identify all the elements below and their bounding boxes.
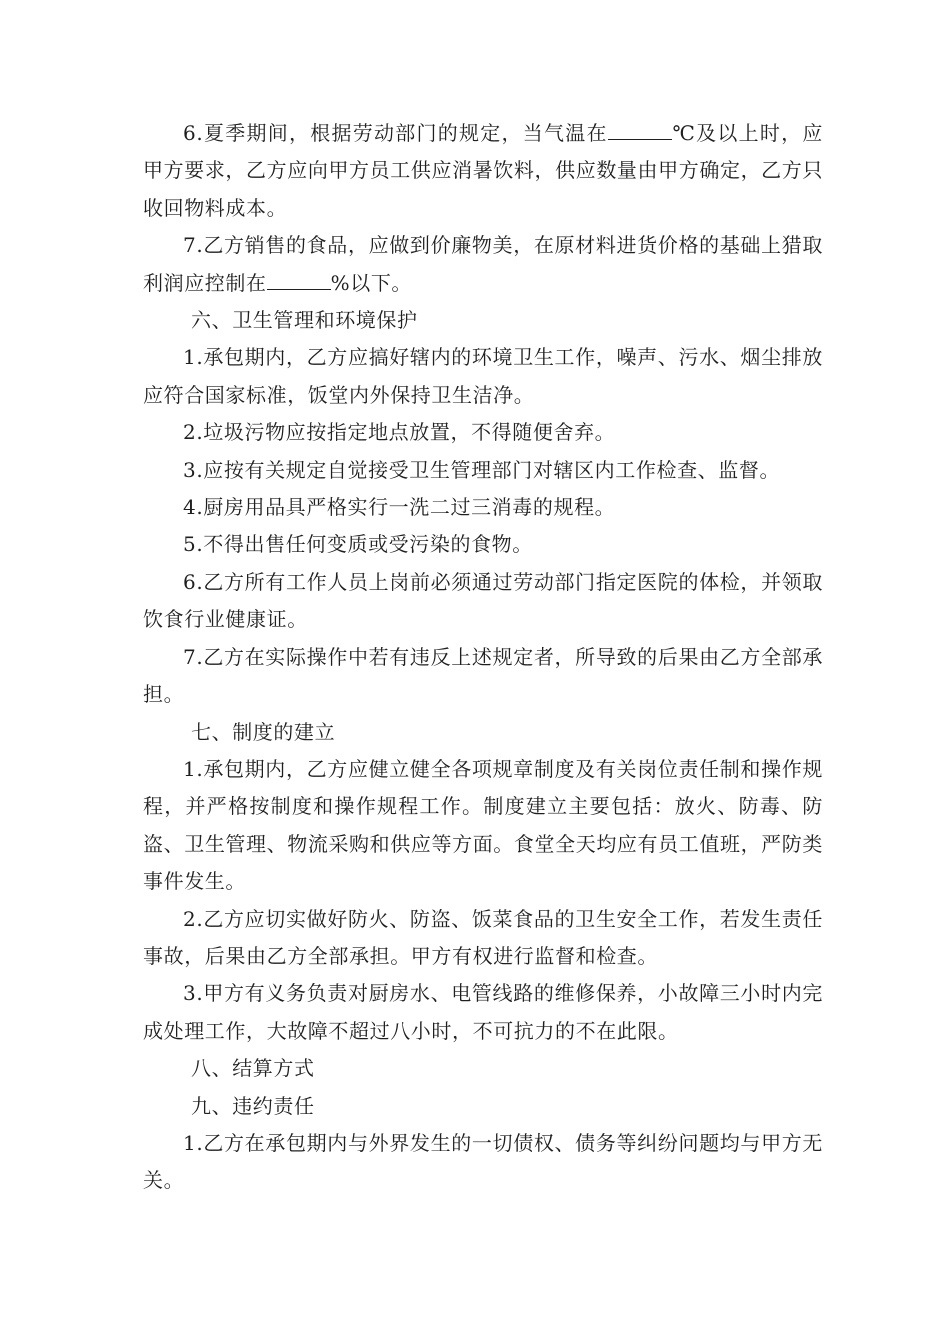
document-body bbox=[143, 115, 823, 1200]
hygiene-clause-4: 4.厨房用品具严格实行一洗二过三消毒的规程。 bbox=[183, 495, 616, 520]
rules-clause-3: 3.甲方有义务负责对厨房水、电管线路的维修保养，小故障三小时内完成处理工作，大故障不超过八小时，不可抗力的不在此限。 bbox=[143, 981, 823, 1043]
fill-in-blank-percentage bbox=[267, 271, 331, 290]
section-heading-hygiene: 六、卫生管理和环境保护 bbox=[191, 308, 418, 333]
section-heading-rules: 七、制度的建立 bbox=[191, 719, 336, 744]
section-heading-settlement: 八、结算方式 bbox=[191, 1056, 315, 1081]
section-heading-liability: 九、违约责任 bbox=[191, 1093, 315, 1118]
rules-clause-1: 1.承包期内，乙方应健立健全各项规章制度及有关岗位责任制和操作规程，并严格按制度和操作规程工作。制度建立主要包括：放火、防毒、防盗、卫生管理、物流采购和供应等方面。食堂全天均应有员工值班，严防类事件发生。 bbox=[143, 756, 823, 894]
hygiene-clause-1: 1.承包期内，乙方应搞好辖内的环境卫生工作，噪声、污水、烟尘排放应符合国家标准，饭堂内外保持卫生洁净。 bbox=[143, 345, 823, 407]
paragraph-text: %以下。 bbox=[330, 270, 413, 295]
paragraph-profit-limit bbox=[143, 227, 823, 302]
paragraph-text: 7.乙方销售的食品，应做到价廉物美，在原材料进货价格的基础上猎取利润应控制在 bbox=[143, 233, 823, 295]
hygiene-clause-2: 2.垃圾污物应按指定地点放置，不得随便舍弃。 bbox=[183, 420, 616, 445]
hygiene-clause-7: 7.乙方在实际操作中若有违反上述规定者，所导致的后果由乙方全部承担。 bbox=[143, 644, 823, 707]
rules-clause-2: 2.乙方应切实做好防火、防盗、饭菜食品的卫生安全工作，若发生责任事故，后果由乙方全部承担。甲方有权进行监督和检查。 bbox=[143, 906, 823, 968]
liability-clause-1: 1.乙方在承包期内与外界发生的一切债权、债务等纠纷问题均与甲方无关。 bbox=[143, 1130, 823, 1193]
fill-in-blank-temperature bbox=[608, 121, 672, 140]
paragraph-text: 6.夏季期间，根据劳动部门的规定，当气温在 bbox=[183, 121, 608, 145]
paragraph-summer-drinks bbox=[143, 115, 823, 227]
hygiene-clause-6: 6.乙方所有工作人员上岗前必须通过劳动部门指定医院的体检，并领取饮食行业健康证。 bbox=[143, 569, 823, 632]
hygiene-clause-5: 5.不得出售任何变质或受污染的食物。 bbox=[183, 532, 533, 557]
hygiene-clause-3: 3.应按有关规定自觉接受卫生管理部门对辖区内工作检查、监督。 bbox=[183, 457, 781, 482]
paragraph-text: ℃及以上时，应甲方要求，乙方应向甲方员工供应消暑饮料，供应数量由甲方确定，乙方只收回物料成本。 bbox=[143, 121, 823, 220]
